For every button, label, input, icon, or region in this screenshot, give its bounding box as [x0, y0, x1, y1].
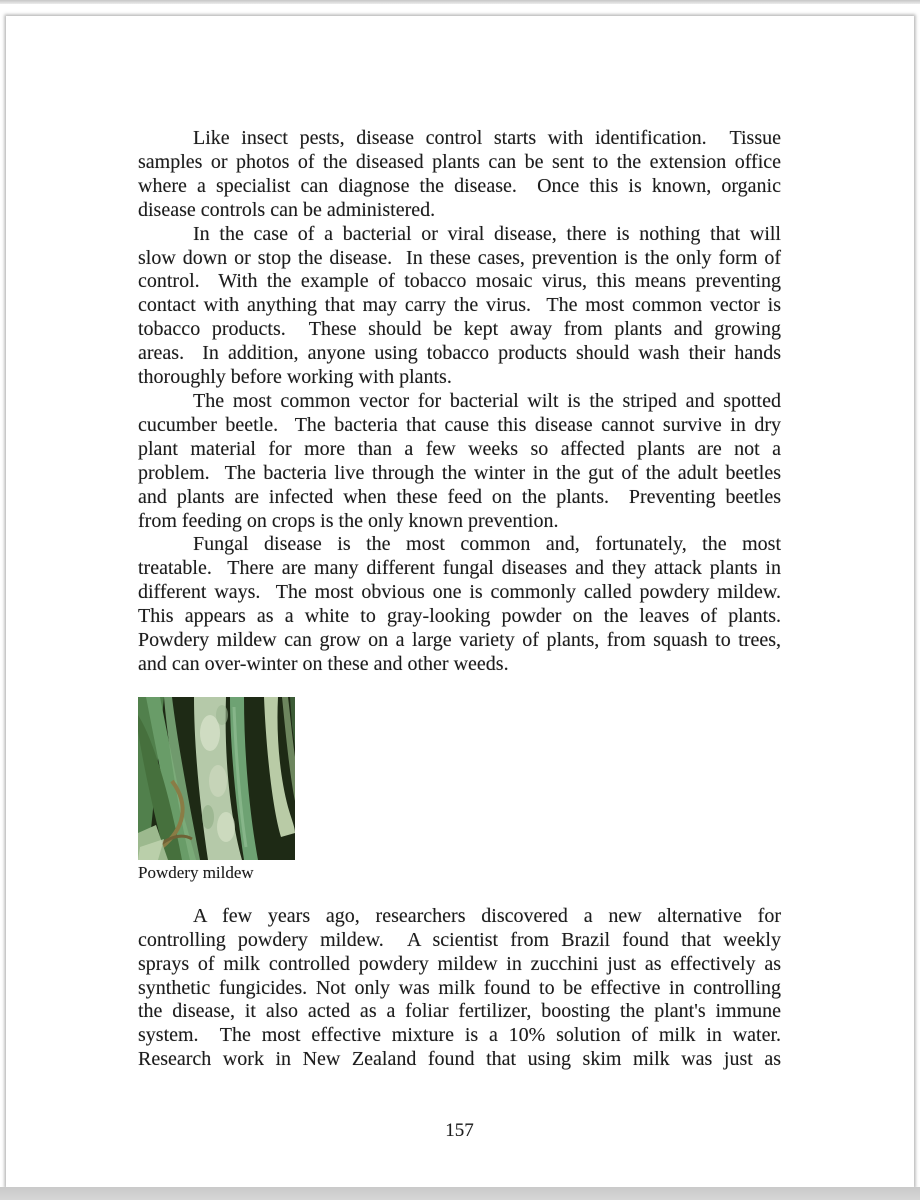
text-line: where a specialist can diagnose the disease. Once this is known, organic — [138, 174, 781, 197]
powdery-mildew-photo — [138, 697, 295, 860]
text-line: Research work in New Zealand found that using skim milk was just as — [138, 1048, 781, 1071]
text-line: Powdery mildew can grow on a large variety of plants, from squash to trees, — [138, 629, 781, 652]
leaf-blades-graphic — [138, 697, 295, 860]
text-line: from feeding on crops is the only known prevention. — [138, 509, 559, 532]
text-line: treatable. There are many different fungal diseases and they attack plants in — [138, 557, 781, 580]
text-line: synthetic fungicides. Not only was milk found to be effective in controlling — [138, 976, 781, 999]
next-page-gap — [0, 1187, 920, 1200]
text-line: The most common vector for bacterial wilt is the striped and spotted — [193, 389, 781, 412]
text-line: different ways. The most obvious one is commonly called powdery mildew. — [138, 581, 781, 604]
paragraph — [138, 533, 781, 676]
paragraph — [138, 127, 781, 223]
body-text-top — [138, 127, 781, 677]
text-line: sprays of milk controlled powdery mildew in zucchini just as effectively as — [138, 952, 781, 975]
paragraph — [138, 390, 781, 533]
text-line: system. The most effective mixture is a 10% solution of milk in water. — [138, 1024, 781, 1047]
text-line: areas. In addition, anyone using tobacco products should wash their hands — [138, 342, 781, 365]
figure-powdery-mildew — [138, 697, 781, 883]
paragraph — [138, 905, 781, 1072]
text-line: controlling powdery mildew. A scientist from Brazil found that weekly — [138, 928, 781, 951]
text-line: thoroughly before working with plants. — [138, 366, 452, 389]
text-line: tobacco products. These should be kept away from plants and growing — [138, 318, 781, 341]
figure-caption: Powdery mildew — [138, 862, 254, 882]
text-line: plant material for more than a few weeks so affected plants are not a — [138, 437, 781, 460]
text-line: cucumber beetle. The bacteria that cause this disease cannot survive in dry — [138, 413, 781, 436]
text-line: samples or photos of the diseased plants can be sent to the extension office — [138, 150, 781, 173]
document-page — [6, 16, 914, 1187]
page-content — [138, 127, 781, 1141]
text-line: the disease, it also acted as a foliar fertilizer, boosting the plant's immune — [138, 1000, 781, 1023]
text-line: and can over-winter on these and other weeds. — [138, 652, 509, 675]
text-line: Fungal disease is the most common and, fortunately, the most — [193, 533, 781, 556]
text-line: slow down or stop the disease. In these cases, prevention is the only form of — [138, 246, 781, 269]
text-line: A few years ago, researchers discovered a new alternative for — [193, 904, 781, 927]
text-line: disease controls can be administered. — [138, 198, 436, 221]
previous-page-bottom-edge — [0, 0, 920, 4]
paragraph — [138, 223, 781, 390]
text-line: contact with anything that may carry the virus. The most common vector is — [138, 294, 781, 317]
text-line: This appears as a white to gray-looking powder on the leaves of plants. — [138, 605, 781, 628]
text-line: control. With the example of tobacco mosaic virus, this means preventing — [138, 270, 781, 293]
text-line: In the case of a bacterial or viral disease, there is nothing that will — [193, 222, 781, 245]
text-line: Like insect pests, disease control starts with identification. Tissue — [193, 127, 781, 149]
body-text-bottom — [138, 905, 781, 1072]
page-number: 157 — [445, 1120, 474, 1142]
text-line: and plants are infected when these feed on the plants. Preventing beetles — [138, 485, 781, 508]
text-line: problem. The bacteria live through the winter in the gut of the adult beetles — [138, 461, 781, 484]
